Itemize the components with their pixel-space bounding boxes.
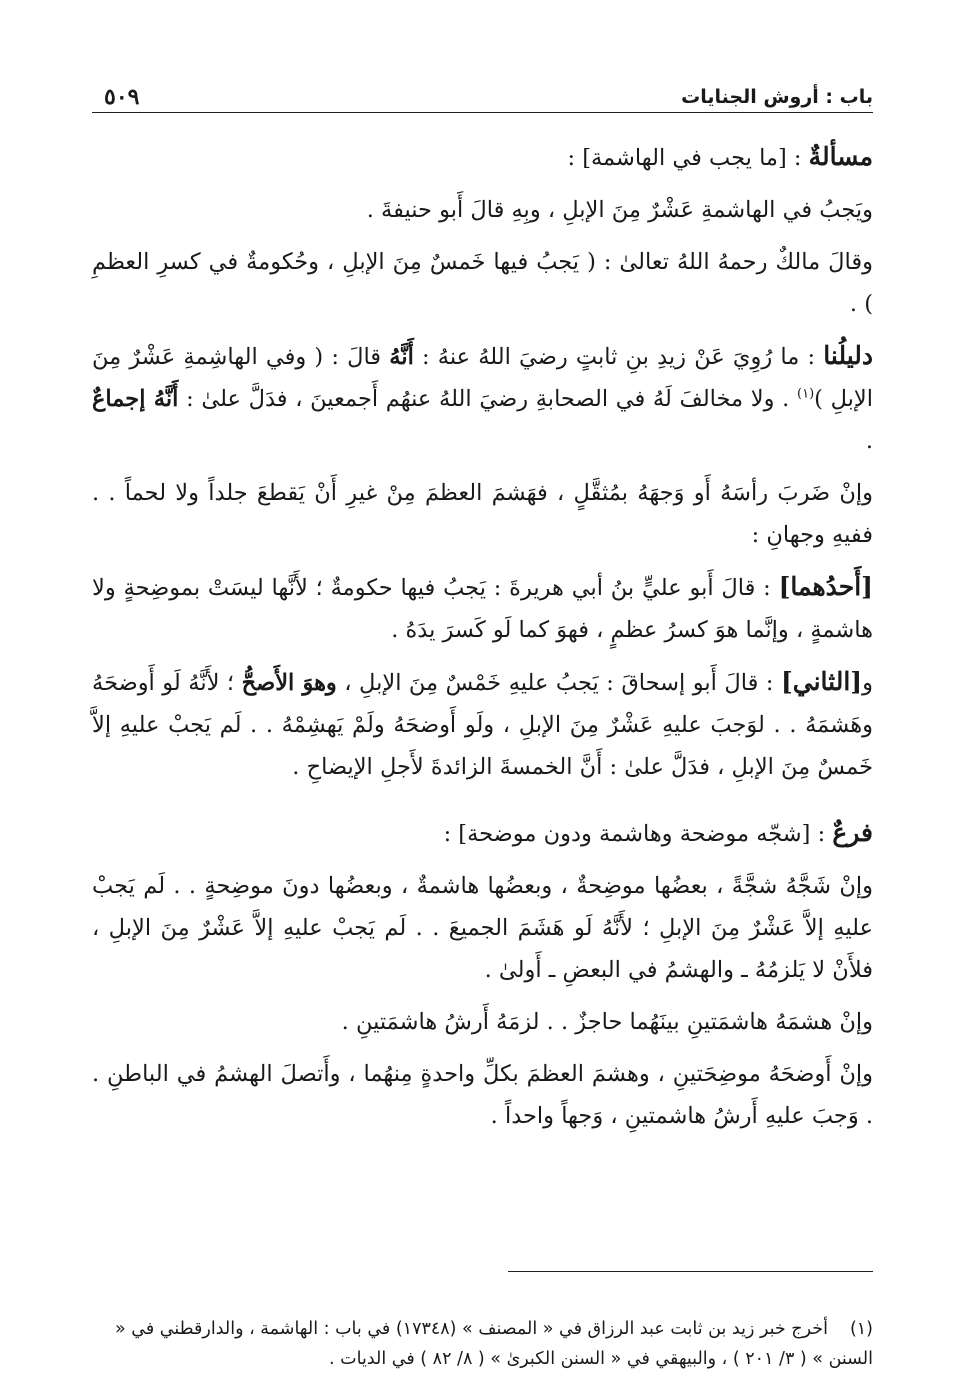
- text-run: .: [865, 428, 873, 454]
- branch-heading: [92, 812, 873, 855]
- paragraph: وإنْ هشمَهُ هاشمَتينِ بينَهُما حاجزٌ . . لزمَهُ أَرشُ هاشمَتينِ .: [341, 1009, 873, 1035]
- issue-heading: [92, 136, 873, 179]
- paragraph: وإنْ شَجَّهُ شجَّةً ، بعضُها موضِحةٌ ، وبعضُها هاشمةٌ ، وبعضُها دونَ موضِحةٍ . . لَم يَجبْ عليهِ إلاَّ عَشْرٌ مِنَ الإبلِ ؛ لأَنَّهُ لَو هَشَمَ الجميعَ . . لَم يَجبْ عليهِ إلاَّ عَشْرٌ مِنَ الإبلِ ، فلأَنْ لا يَلزمُهُ ـ والهشمُ في البعضِ ـ أَولىٰ .: [92, 873, 873, 983]
- text-run: . ولا مخالفَ لَهُ في الصحابةِ رضيَ اللهُ عنهُم أَجمعينَ ، فدَلَّ علىٰ :: [178, 386, 798, 412]
- footnote: [92, 1314, 873, 1374]
- chapter-title: باب : أروش الجنايات: [681, 86, 873, 108]
- paragraph: وإنْ أَوضحَهُ موضِحَتينِ ، وهشمَ العظمَ بكلِّ واحدةٍ مِنهُما ، وأَتصلَ الهشمُ في الباطنِ . . وَجبَ عليهِ أَرشُ هاشمتينِ ، وَجهاً واحداً .: [92, 1061, 873, 1129]
- text-run: قالَ : ( وفي الهاشِمةِ عَشْرٌ مِنَ الإبلِ ): [92, 344, 874, 412]
- bold-run: وهوَ الأَصحُّ: [241, 670, 337, 696]
- text-run: : ما رُوِيَ عَنْ زيدِ بنِ ثابتٍ رضيَ اللهُ عنهُ :: [413, 344, 824, 370]
- evidence-paragraph: [92, 335, 873, 462]
- first-view-paragraph: [92, 566, 873, 651]
- text-run: ؛ لأَنَّهُ لَو أَوضحَهُ وهَشمَهُ . . لوَجبَ عليهِ عَشْرٌ مِنَ الإبلِ ، ولَو أَوضحَهُ ولَمْ يَهشِمْهُ . . لَم يَجبْ عليهِ إلاَّ خَمسٌ مِنَ الإبلِ ، فدَلَّ علىٰ : أَنَّ الخمسةَ الزائدةَ لأَجلِ الإيضاحِ .: [92, 670, 873, 780]
- second-view-label: [الثاني]: [780, 667, 863, 696]
- footnote-divider: [508, 1271, 873, 1272]
- paragraph: وإنْ ضَربَ رأسَهُ أَو وَجهَهُ بمُثقَّلٍ ، فهَشمَ العظمَ مِنْ غيرِ أَنْ يَقطعَ جلداً ولا لحماً . . ففيهِ وجهانِ :: [92, 480, 873, 548]
- text-run: : قالَ أَبو إسحاقَ : يَجبُ عليهِ خَمْسٌ مِنَ الإبلِ ،: [336, 670, 781, 696]
- bold-run: أَنَّهُ: [389, 344, 414, 370]
- first-view-label: [أَحدُهما]: [778, 572, 873, 601]
- book-page: [92, 78, 874, 1369]
- text-run: و: [862, 670, 873, 696]
- running-header: [92, 78, 873, 113]
- branch-title: : [شجّه موضحة وهاشمة ودون موضحة] :: [443, 821, 833, 847]
- paragraph: ويَجبُ في الهاشمةِ عَشْرٌ مِنَ الإبلِ ، وبِهِ قالَ أَبو حنيفةَ .: [366, 197, 873, 223]
- footnote-number: (١): [849, 1319, 873, 1339]
- page-number: ٥٠٩: [104, 84, 140, 110]
- footnote-text: أخرج خبر زيد بن ثابت عبد الرزاق في « المصنف » (١٧٣٤٨) في باب : الهاشمة ، والدارقطني في « السنن » ( ٣/ ٢٠١ ) ، والبيهقي في « السنن الكبرىٰ » ( ٨/ ٨٢ ) في الديات .: [115, 1319, 873, 1369]
- issue-label: مسألةٌ: [808, 142, 873, 171]
- text-run: : قالَ أَبو عليٍّ بنُ أبي هريرةَ : يَجبُ فيها حكومةٌ ؛ لأَنَّها ليسَتْ بموضِحةٍ ولا هاشمةٍ ، وإنَّما هوَ كسرُ عظمٍ ، فهوَ كما لَو كَسرَ يدَهُ .: [92, 575, 873, 643]
- page-body: [92, 136, 873, 1137]
- issue-title: : [ما يجب في الهاشمة] :: [567, 145, 809, 171]
- second-view-paragraph: [92, 661, 873, 788]
- bold-run: أَنَّهُ إجماعٌ: [92, 386, 179, 412]
- branch-label: فرعٌ: [832, 818, 873, 847]
- evidence-label: دليلُنا: [823, 341, 874, 370]
- footnote-reference: (١): [797, 386, 815, 402]
- paragraph: وقالَ مالكٌ رحمهُ اللهُ تعالىٰ : ( يَجبُ فيها خَمسٌ مِنَ الإبلِ ، وحُكومةٌ في كسرِ العظمِ ) .: [92, 249, 873, 317]
